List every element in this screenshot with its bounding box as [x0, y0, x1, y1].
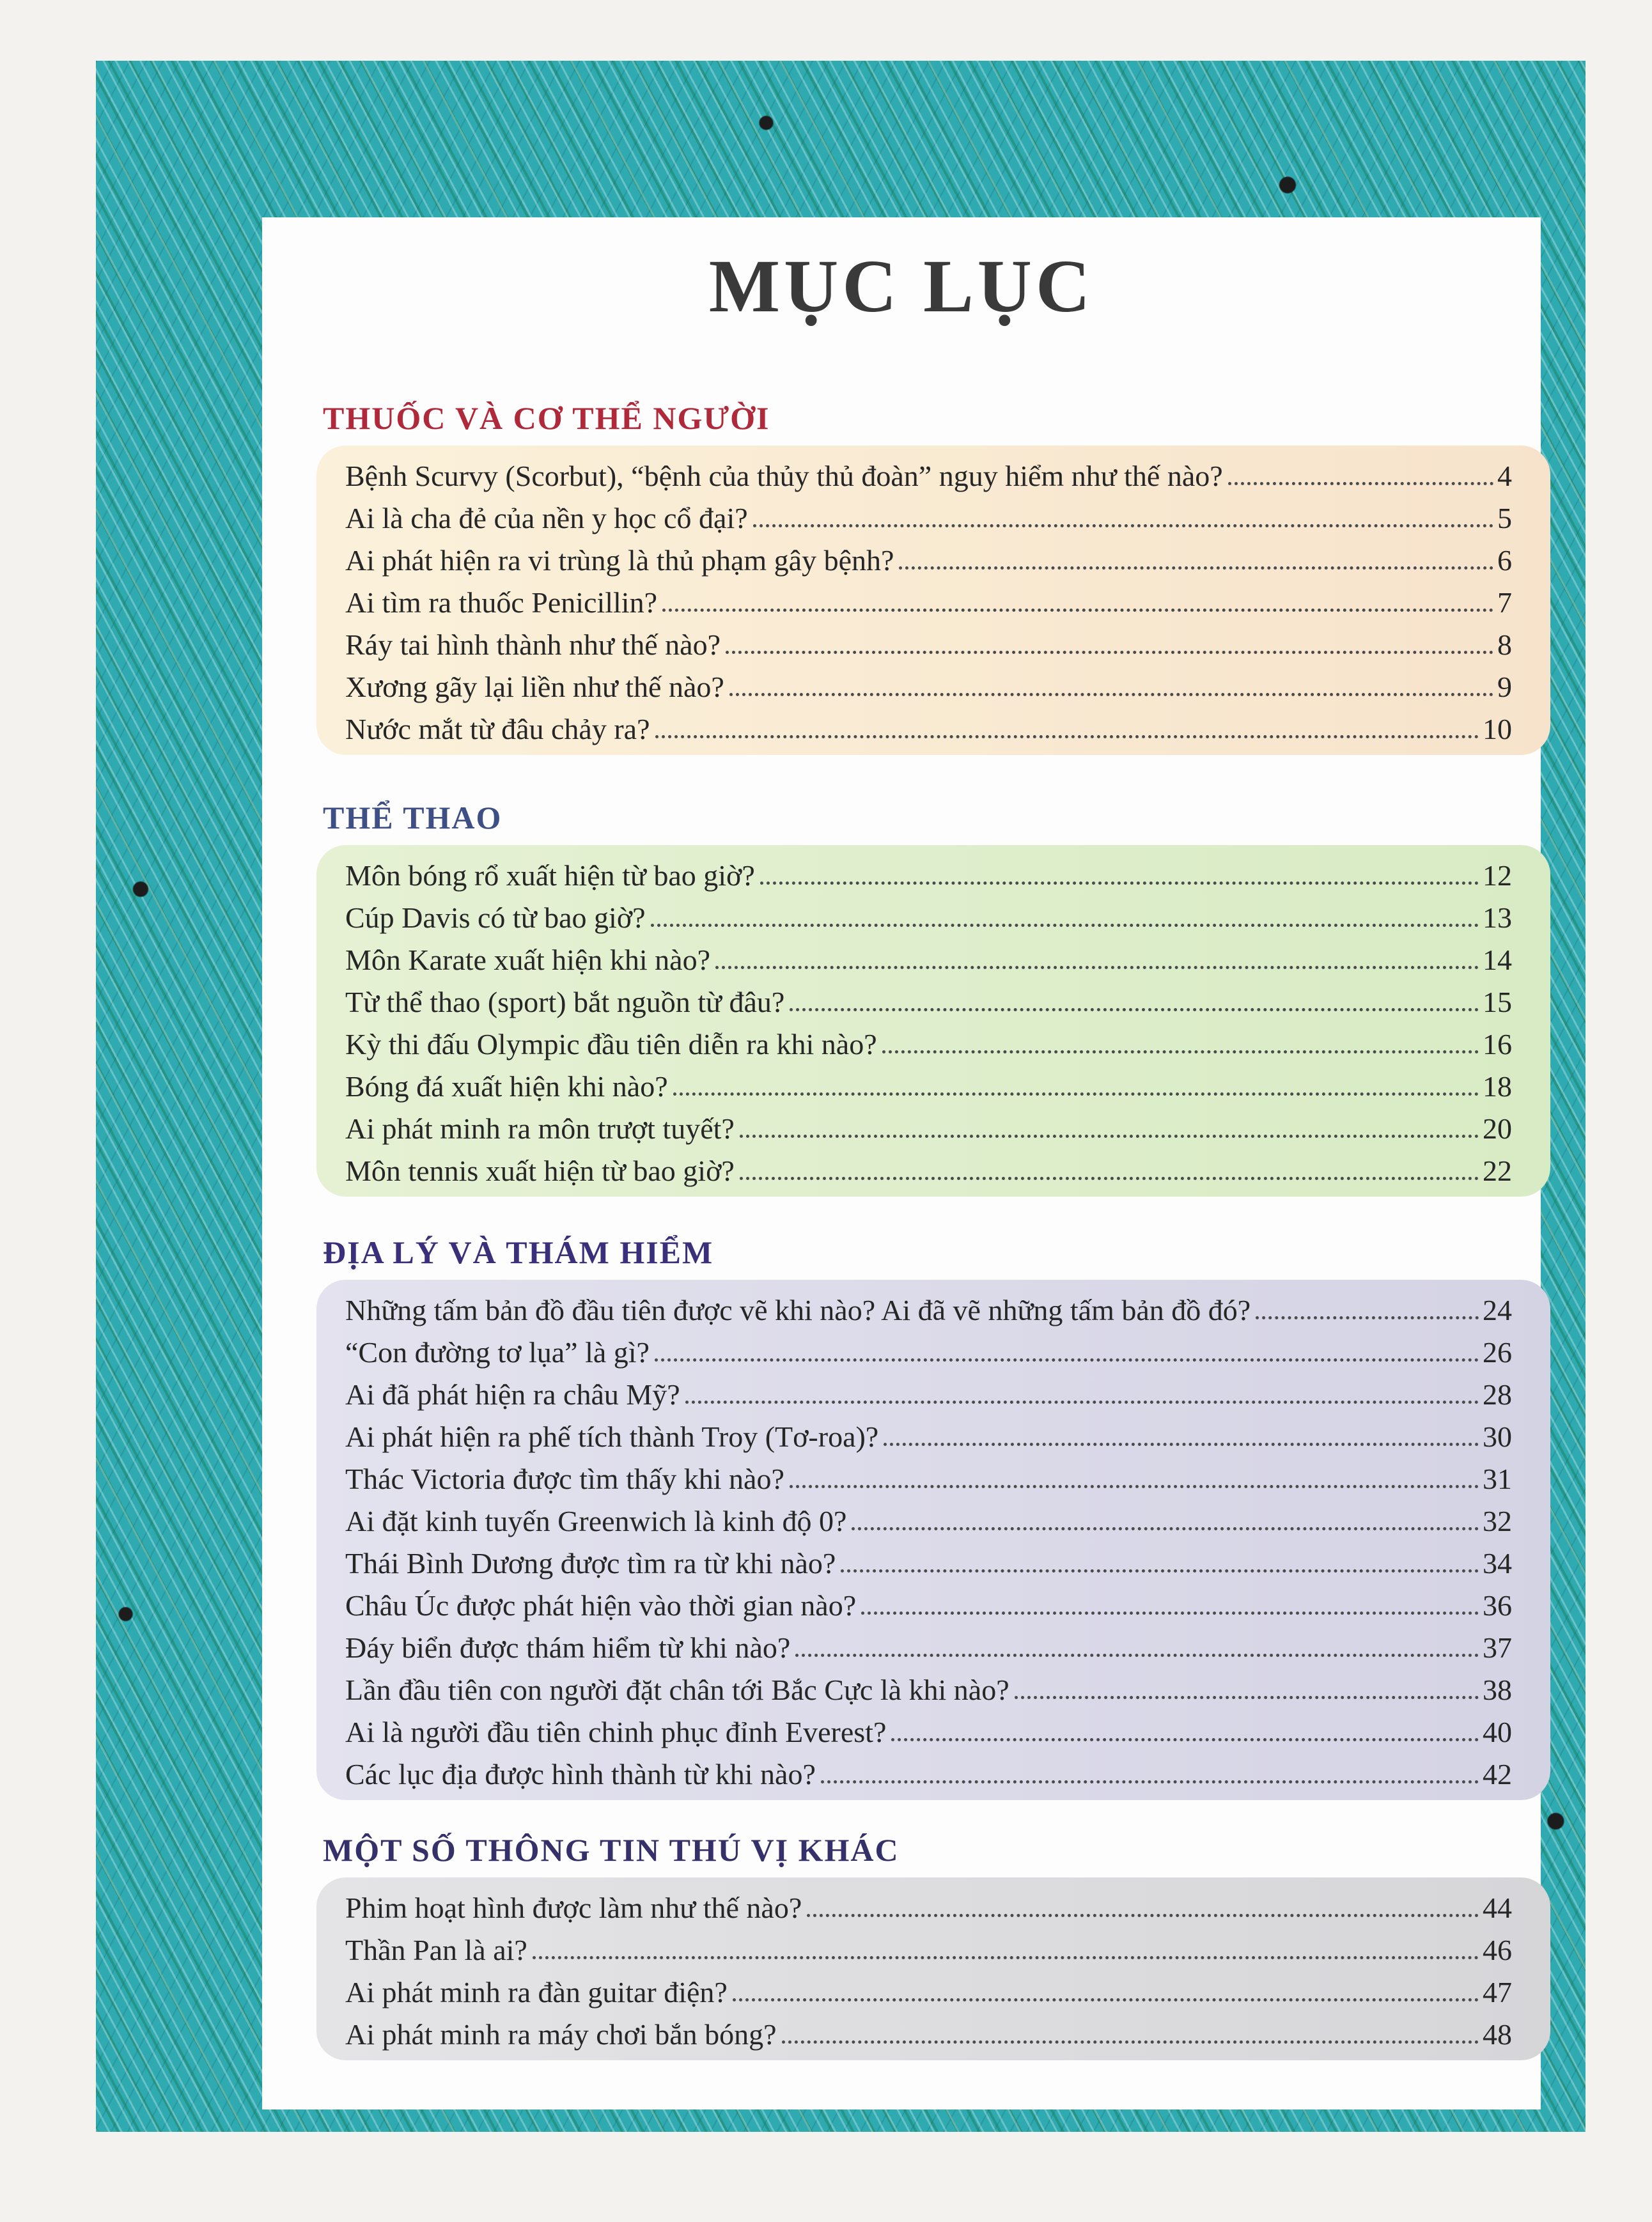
toc-entry	[345, 1496, 1512, 1538]
dot-leader	[795, 1654, 1479, 1657]
toc-entry-question: Từ thể thao (sport) bắt nguồn từ đâu?	[345, 986, 785, 1018]
dot-leader	[807, 1914, 1479, 1917]
dot-leader	[760, 882, 1479, 885]
dot-leader	[715, 966, 1479, 969]
toc-entry	[345, 1749, 1512, 1791]
toc-entry-question: Ai phát hiện ra phế tích thành Troy (Tơ-roa)?	[345, 1420, 879, 1453]
toc-entry-question: Xương gãy lại liền như thế nào?	[345, 671, 724, 703]
toc-entry-question: Ai tìm ra thuốc Penicillin?	[345, 586, 658, 619]
toc-entry-page-number: 10	[1483, 713, 1512, 745]
toc-entry	[345, 850, 1512, 892]
toc-entry-question: Ráy tai hình thành như thế nào?	[345, 628, 721, 661]
toc-entry-page-number: 28	[1483, 1378, 1512, 1411]
dot-leader	[533, 1956, 1479, 1959]
toc-entry-question: Các lục địa được hình thành từ khi nào?	[345, 1758, 816, 1791]
dot-leader	[821, 1780, 1479, 1783]
toc-entry-question: Nước mắt từ đâu chảy ra?	[345, 713, 650, 745]
toc-entry-page-number: 48	[1483, 2018, 1512, 2051]
book-page-border	[96, 61, 1586, 2132]
section-other-info	[316, 1831, 1550, 2060]
toc-entry	[345, 1103, 1512, 1146]
toc-entry	[345, 1146, 1512, 1188]
toc-entry-page-number: 12	[1483, 859, 1512, 892]
dot-leader	[651, 924, 1479, 927]
toc-entry-page-number: 40	[1483, 1716, 1512, 1748]
toc-entry	[345, 704, 1512, 746]
toc-entry	[345, 619, 1512, 662]
toc-entry-question: Môn tennis xuất hiện từ bao giờ?	[345, 1154, 735, 1187]
toc-entry-question: Đáy biển được thám hiểm từ khi nào?	[345, 1631, 791, 1664]
toc-entry-question: Ai phát minh ra môn trượt tuyết?	[345, 1112, 735, 1145]
toc-entry	[345, 892, 1512, 935]
entry-list	[316, 446, 1550, 755]
entry-list	[316, 1877, 1550, 2060]
dot-leader	[673, 1092, 1479, 1096]
toc-entry-page-number: 13	[1483, 901, 1512, 934]
toc-entry-page-number: 26	[1483, 1336, 1512, 1369]
toc-entry-question: Cúp Davis có từ bao giờ?	[345, 901, 646, 934]
toc-entry	[345, 1967, 1512, 2009]
toc-entry	[345, 662, 1512, 704]
dot-leader	[685, 1401, 1479, 1404]
toc-entry-page-number: 14	[1483, 944, 1512, 976]
toc-entry-question: Môn Karate xuất hiện khi nào?	[345, 944, 710, 976]
toc-entry-page-number: 30	[1483, 1420, 1512, 1453]
dot-leader	[899, 566, 1493, 570]
toc-entry	[345, 1327, 1512, 1369]
toc-entry-page-number: 47	[1483, 1976, 1512, 2008]
dot-leader	[740, 1177, 1479, 1180]
dot-leader	[733, 1998, 1479, 2001]
toc-entry-page-number: 32	[1483, 1505, 1512, 1537]
toc-entry-question: Thần Pan là ai?	[345, 1934, 527, 1966]
toc-entry	[345, 1622, 1512, 1665]
toc-entry-question: Ai là cha đẻ của nền y học cổ đại?	[345, 502, 748, 534]
toc-entry	[345, 1411, 1512, 1454]
toc-entry-question: Bệnh Scurvy (Scorbut), “bệnh của thủy thủ đoàn” nguy hiểm như thế nào?	[345, 460, 1223, 492]
toc-entry-page-number: 9	[1497, 671, 1512, 703]
entry-list	[316, 845, 1550, 1197]
toc-entry-question: Ai phát minh ra máy chơi bắn bóng?	[345, 2018, 777, 2051]
dot-leader	[790, 1485, 1479, 1488]
dot-leader	[753, 524, 1493, 527]
dot-leader	[729, 693, 1493, 696]
toc-entry-page-number: 38	[1483, 1674, 1512, 1706]
dot-leader	[852, 1527, 1479, 1530]
toc-entry-page-number: 37	[1483, 1631, 1512, 1664]
toc-entry-question: Những tấm bản đồ đầu tiên được vẽ khi nào? Ai đã vẽ những tấm bản đồ đó?	[345, 1294, 1251, 1326]
toc-entry-question: Ai đã phát hiện ra châu Mỹ?	[345, 1378, 680, 1411]
toc-entry-page-number: 16	[1483, 1028, 1512, 1060]
dot-leader	[1256, 1316, 1479, 1319]
toc-entry-question: Ai đặt kinh tuyến Greenwich là kinh độ 0?	[345, 1505, 847, 1537]
toc-entry	[345, 1883, 1512, 1925]
dot-leader	[884, 1443, 1479, 1446]
toc-entry	[345, 1707, 1512, 1749]
section-heading: ĐỊA LÝ VÀ THÁM HIỂM	[323, 1234, 714, 1270]
toc-entry	[345, 535, 1512, 577]
toc-entry-page-number: 46	[1483, 1934, 1512, 1966]
toc-entry-page-number: 42	[1483, 1758, 1512, 1791]
toc-entry	[345, 1454, 1512, 1496]
page-title: MỤC LỤC	[708, 244, 1095, 328]
toc-entry	[345, 493, 1512, 535]
toc-entry-question: Ai phát minh ra đàn guitar điện?	[345, 1976, 728, 2008]
toc-entry-question: “Con đường tơ lụa” là gì?	[345, 1336, 650, 1369]
toc-entry-question: Môn bóng rổ xuất hiện từ bao giờ?	[345, 859, 755, 892]
dot-leader	[1015, 1696, 1479, 1699]
toc-entry	[345, 1019, 1512, 1061]
dot-leader	[740, 1135, 1479, 1138]
toc-entry-question: Châu Úc được phát hiện vào thời gian nào?	[345, 1589, 857, 1622]
toc-entry	[345, 1925, 1512, 1967]
section-heading: THỂ THAO	[323, 800, 503, 835]
toc-entry-question: Bóng đá xuất hiện khi nào?	[345, 1070, 668, 1103]
toc-entry-question: Thái Bình Dương được tìm ra từ khi nào?	[345, 1547, 836, 1580]
dot-leader	[891, 1738, 1479, 1741]
section-geography	[316, 1234, 1550, 1800]
toc-entry	[345, 1285, 1512, 1327]
dot-leader	[655, 1358, 1479, 1362]
toc-entry	[345, 1538, 1512, 1580]
toc-entry-page-number: 5	[1497, 502, 1512, 534]
toc-entry	[345, 577, 1512, 619]
section-heading: MỘT SỐ THÔNG TIN THÚ VỊ KHÁC	[323, 1832, 900, 1868]
toc-entry-page-number: 4	[1497, 460, 1512, 492]
dot-leader	[841, 1569, 1479, 1573]
toc-entry-question: Thác Victoria được tìm thấy khi nào?	[345, 1463, 784, 1495]
toc-entry-page-number: 15	[1483, 986, 1512, 1018]
toc-entry	[345, 977, 1512, 1019]
toc-entry	[345, 2009, 1512, 2051]
toc-entry-page-number: 36	[1483, 1589, 1512, 1622]
toc-entry-page-number: 22	[1483, 1154, 1512, 1187]
toc-entry-question: Phim hoạt hình được làm như thế nào?	[345, 1892, 802, 1924]
toc-entry-question: Lần đầu tiên con người đặt chân tới Bắc Cực là khi nào?	[345, 1674, 1009, 1706]
toc-entry-question: Ai là người đầu tiên chinh phục đỉnh Everest?	[345, 1716, 887, 1748]
toc-entry-page-number: 34	[1483, 1547, 1512, 1580]
toc-entry-question: Kỳ thi đấu Olympic đầu tiên diễn ra khi nào?	[345, 1028, 877, 1060]
contents-sheet	[262, 217, 1541, 2109]
entry-list	[316, 1280, 1550, 1800]
dot-leader	[790, 1008, 1479, 1011]
toc-entry-question: Ai phát hiện ra vi trùng là thủ phạm gây bệnh?	[345, 544, 894, 577]
toc-entry-page-number: 7	[1497, 586, 1512, 619]
dot-leader	[782, 2040, 1479, 2044]
toc-entry	[345, 451, 1512, 493]
toc-entry	[345, 1061, 1512, 1103]
toc-entry-page-number: 44	[1483, 1892, 1512, 1924]
dot-leader	[882, 1050, 1479, 1053]
toc-entry	[345, 935, 1512, 977]
toc-entry-page-number: 6	[1497, 544, 1512, 577]
toc-entry	[345, 1580, 1512, 1622]
toc-entry-page-number: 20	[1483, 1112, 1512, 1145]
toc-entry	[345, 1369, 1512, 1411]
dot-leader	[655, 735, 1479, 738]
toc-entry-page-number: 31	[1483, 1463, 1512, 1495]
section-medicine	[316, 400, 1550, 755]
toc-entry	[345, 1665, 1512, 1707]
dot-leader	[1228, 482, 1493, 485]
toc-entry-page-number: 24	[1483, 1294, 1512, 1326]
toc-entry-page-number: 8	[1497, 628, 1512, 661]
dot-leader	[726, 651, 1493, 654]
dot-leader	[861, 1612, 1479, 1615]
section-heading: THUỐC VÀ CƠ THỂ NGƯỜI	[323, 400, 770, 436]
toc-entry-page-number: 18	[1483, 1070, 1512, 1103]
dot-leader	[662, 609, 1493, 612]
section-sports	[316, 799, 1550, 1197]
